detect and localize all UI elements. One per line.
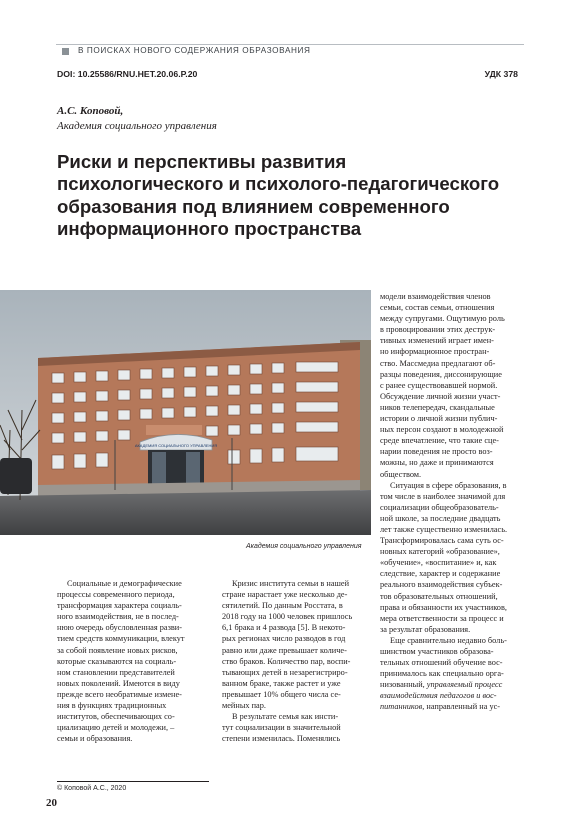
text-line: мейных пар.	[222, 701, 266, 711]
doi: DOI: 10.25586/RNU.HET.20.06.P.20	[57, 69, 198, 79]
building-photo	[0, 290, 371, 535]
author-affiliation: Академия социального управления	[57, 120, 217, 132]
copyright-footnote: © Коповой А.С., 2020	[57, 785, 127, 792]
text-line: Обсуждение личной жизни участ-	[380, 391, 501, 401]
text-line: с ранее существовавшей нормой.	[380, 380, 498, 390]
text-line: шинством участников образова-	[380, 647, 494, 656]
title-line: Риски и перспективы развития	[57, 151, 347, 172]
text-line: ном становлении представителей	[57, 667, 175, 677]
text-line: семьи, состав семьи, отношения	[380, 303, 495, 313]
text-line: Ситуация в сфере образования, в	[390, 480, 507, 490]
text-line: ния в функциях традиционных	[57, 701, 167, 711]
text-line: превышает 10% общего числа се-	[222, 689, 341, 699]
udk: УДК 378	[484, 69, 518, 79]
text-line: нюю очередь обусловленная разви-	[57, 623, 182, 633]
text-line: разцы поведения, диссонирующие	[380, 369, 502, 379]
text-line: прежде всего необратимые измене-	[57, 689, 182, 699]
text-line: за собой появление новых рисков,	[57, 645, 178, 655]
title-line: психологического и психолого-педагогического	[57, 173, 500, 195]
photo-caption: Академия социального управления	[246, 543, 362, 550]
text-line: 2018 году на 1000 человек пришлось	[222, 612, 353, 622]
text-line: процессы современного периода,	[57, 590, 175, 600]
text-line: ство браков. Количество пар, воспи-	[222, 656, 351, 666]
title-line: образования под влиянием современного	[57, 195, 450, 217]
text-line: Еще сравнительно недавно боль-	[390, 635, 507, 645]
author-name: А.С. Коповой,	[57, 105, 124, 117]
text-line: истории о личной жизни публич-	[380, 414, 498, 424]
text-line: трансформация характера социаль-	[57, 601, 182, 611]
text-line: сятилетий. По данным Росстата, в	[222, 601, 343, 611]
text-line: в провоцировании этих деструк-	[380, 325, 496, 335]
text-line: Кризис института семьи в нашей	[232, 579, 350, 588]
text-line: новных категорий «образование»,	[380, 547, 500, 557]
section-square-icon	[62, 48, 69, 55]
text-line: можны, но даже и принимаются	[380, 458, 494, 468]
text-line: ство. Массмедиа предлагают об-	[380, 358, 496, 368]
text-line: ной школе, за последние двадцать	[380, 513, 501, 523]
text-line: институтов, обеспечивающих со-	[57, 712, 175, 722]
text-line: между супругами. Ощутимую роль	[380, 314, 505, 324]
text-line	[380, 701, 530, 712]
italic-span: управляемый процесс	[426, 680, 503, 690]
article-title	[57, 151, 527, 241]
text-column-3	[380, 291, 530, 713]
text-line: модели взаимодействия членов	[380, 292, 491, 301]
text-line: «обучение», «воспитание» и, как	[380, 558, 497, 568]
text-line: семьи и образования.	[57, 734, 133, 744]
text-span: , направленный на ус-	[422, 702, 501, 712]
text-line: ного взаимодействия, не в послед-	[57, 612, 179, 622]
text-line: принималось как специально орга-	[380, 669, 504, 679]
text-line: тельных отношений обучение вос-	[380, 658, 503, 668]
page-number: 20	[46, 797, 57, 809]
text-line: степени изменилась. Поменялись	[222, 734, 341, 744]
text-line: обществом.	[380, 469, 422, 479]
text-line: ванном браке, также растет и уже	[222, 678, 341, 688]
text-line: тием средств коммуникации, влекут	[57, 634, 185, 644]
text-line: рых регионах число разводов в год	[222, 634, 346, 644]
text-line	[380, 690, 530, 701]
text-line: Трансформировалась сама суть ос-	[380, 536, 504, 546]
text-line: новых поколений. Имеются в виду	[57, 678, 180, 688]
text-line: Социальные и демографические	[67, 579, 182, 588]
footnote-divider	[57, 781, 209, 782]
text-line: социализации общеобразователь-	[380, 502, 499, 512]
text-line: ников телепередач, скандальные	[380, 402, 495, 412]
text-span: низованный,	[380, 680, 427, 690]
text-column-2	[222, 578, 370, 744]
text-line: тут социализации в значительной	[222, 723, 341, 733]
title-line: информационного пространства	[57, 218, 362, 240]
section-title: В ПОИСКАХ НОВОГО СОДЕРЖАНИЯ ОБРАЗОВАНИЯ	[78, 46, 311, 55]
section-header-bar	[56, 44, 524, 56]
text-line: за результат образования.	[380, 624, 471, 634]
building-photo-svg	[0, 290, 371, 535]
text-line: среде впечатление, что такие сце-	[380, 436, 499, 446]
text-line: тивных изменений играет имен-	[380, 336, 494, 346]
italic-span: питанников	[380, 702, 423, 712]
text-line: следствие, характер и содержание	[380, 569, 501, 579]
text-line: нарии поведения не просто воз-	[380, 447, 493, 457]
text-line: которые сказываются на социаль-	[57, 656, 177, 666]
text-column-1	[57, 578, 209, 744]
text-line: тов образовательных отношений,	[380, 591, 498, 601]
text-line: стране нарастает уже несколько де-	[222, 590, 348, 600]
text-line: циализацию детей и молодежи, –	[57, 723, 175, 733]
entrance-sign: АКАДЕМИЯ СОЦИАЛЬНОГО УПРАВЛЕНИЯ	[134, 443, 218, 448]
text-line: ных персон создают в молодежной	[380, 425, 504, 435]
text-line: равно или даже превышает количе-	[222, 645, 347, 655]
text-line: мера ответственности за процесс и	[380, 613, 504, 623]
text-line: реального взаимодействия субъек-	[380, 580, 503, 590]
text-line: 6,1 брака и 4 развода [5]. В некото-	[222, 623, 346, 633]
text-line: права и обязанности их участников,	[380, 602, 507, 612]
text-line: В результате семья как инсти-	[232, 712, 339, 722]
text-line: но информационное простран-	[380, 347, 490, 357]
italic-span: взаимодействия педагогов и вос-	[380, 691, 497, 701]
text-line	[380, 679, 530, 690]
text-line: тывающих детей в незарегистриро-	[222, 667, 348, 677]
text-line: лет также существенно изменилась.	[380, 524, 508, 534]
text-line: том числе в наиболее значимой для	[380, 491, 506, 501]
